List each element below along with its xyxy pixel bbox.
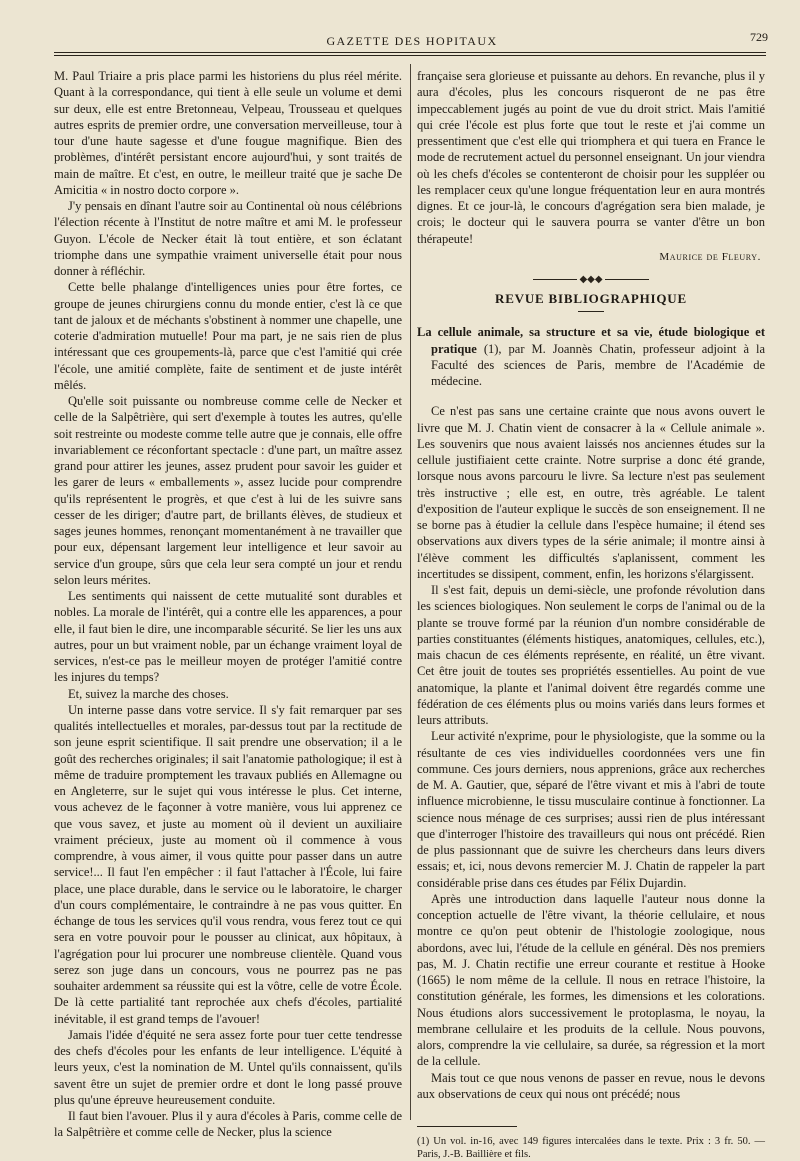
footnote-rule xyxy=(417,1126,517,1127)
paragraph: Leur activité n'exprime, pour le physiologiste, que la somme ou la résultante de ces vies individuelles coordonnées vers une fin commune. Ces jours derniers, nous apprenions, grâce aux recherches de M. A. Gautier, que, séparé de l'être vivant et mis à l'abri de toute influence microbienne, le tissu musculaire continue à fonctionner. La science nous ménage de ces surprises; aussi rien de plus intéressant que d'interroger l'histoire des travailleurs qui nous ont précédé. Rien de plus passionnant que de suivre les chercheurs dans leurs divers essais; et, ici, nous devons remercier M. J. Chatin de rappeler la part considérable prise dans ces études par Félix Dujardin. xyxy=(417,729,765,890)
left-column xyxy=(54,68,402,1141)
paragraph: M. Paul Triaire a pris place parmi les historiens du plus réel mérite. Quant à la correspondance, qui tient à elle seule un volume et demi sur deux, elle est entre Bretonneau, Velpeau, Trousseau et quelques autres esprits de premier ordre, une conversation merveilleuse, tour à tour d'une haute sagesse et d'une fougue magnifique. Bien des problèmes, d'intérêt persistant encore aujourd'hui, y sont traités de main de maître. Et c'est, en outre, le meilleur traité que je sache De Amicitia « in nostro docto corpore ». xyxy=(54,69,402,197)
paragraph: Après une introduction dans laquelle l'auteur nous donne la conception actuelle de l'être vivant, la théorie cellulaire, et nous montre ce qu'on peut obtenir de l'histologie zoologique, nous abordons, avec lui, l'étude de la cellule en général. Dès nos premiers pas, M. J. Chatin rectifie une erreur courante et restitue à Hooke (1665) le nom même de la cellule. Il nous en retrace l'histoire, la constitution générale, les formes, les dimensions et les colorations. Nous étudions alors successivement le protoplasma, le noyau, la membrane cellulaire et les produits de la cellule. Nous pouvons, alors, comprendre la vie cellulaire, sa durée, sa régression et la mort de la cellule. xyxy=(417,891,765,1069)
running-title: GAZETTE DES HOPITAUX xyxy=(326,34,498,48)
book-heading xyxy=(417,324,765,389)
paragraph: Qu'elle soit puissante ou nombreuse comme celle de Necker et celle de la Salpêtrière, qui sert d'exemple à toutes les autres, qu'elle soit restreinte ou modeste comme telle autre que je connais, elle offre invariablement ce réconfortant spectacle : d'une part, un maître assez grand pour attirer les jeunes, assez prudent pour savoir les guider et les garer de leurs « emballements », assez lucide pour comprendre qu'ils représentent le progrès, et que c'est à lui de les suivre sans cesser de les diriger; d'autre part, de brillants élèves, de studieux et sages jeunes hommes, renonçant momentanément à ne travailler que pour eux, dépensant largement leur intelligence et leur savoir au service d'un groupe, sûrs que cela leur sera compté un jour et rendu selon leurs mérites. xyxy=(54,394,402,587)
book-note: (1), par M. Joannès Chatin, professeur adjoint à la Faculté des sciences de Paris, membre de l'Académie de médecine. xyxy=(431,341,766,388)
section-title: REVUE BIBLIOGRAPHIQUE xyxy=(495,291,687,306)
page-number: 729 xyxy=(750,30,768,44)
column-divider xyxy=(410,64,411,1120)
paragraph: Et, suivez la marche des choses. xyxy=(68,686,229,701)
title-rule xyxy=(578,311,604,312)
paragraph: Il s'est fait, depuis un demi-siècle, une profonde révolution dans les sciences biologiques. Non seulement le corps de l'animal ou de la plante se trouve formé par la réunion d'un nombre considérable de parties constituantes (éléments histiques, anatomiques, cellules, etc.), mais chacun de ces éléments représente, en réalité, un être vivant. Cet être jouit de toutes ses propriétés essentielles. Au point de vue anatomique, la plante et l'animal doivent être regardés comme une fédération de ces éléments plus ou moins variés dans leurs formes et leurs attributs. xyxy=(417,583,765,727)
footnote: (1) Un vol. in-16, avec 149 figures intercalées dans le texte. Prix : 3 fr. 50. — Paris, J.-B. Baillière et fils. xyxy=(417,1136,765,1160)
paragraph: Un interne passe dans votre service. Il s'y fait remarquer par ses qualités intellectuelles et morales, par-dessus tout par la rectitude de son jeune esprit scientifique. Il sait prendre une observation; il a le goût des recherches originales; il sait l'anatomie pathologique; il est à même de traduire promptement les travaux publiés en Allemagne ou en Angleterre, sur le sujet qui vous intéresse le plus. Cet interne, vous achevez de le façonner à votre manière, vous lui apprenez ce que vous savez, et juste au moment où il devient un auxiliaire vraiment précieux, juste au moment où il commence à vous comprendre, à vous aimer, il vous quitte pour passer dans un autre service!... Il faut l'en empêcher : il faut l'attacher à l'École, lui faire place, une place durable, dans le service ou le laboratoire, le charger d'un cours complémentaire, le contraindre à ne pas vous quitter. En échange de tous les services qu'il vous rendra, vous ferez tout ce qui sera en votre pouvoir pour le pousser au clinicat, aux hôpitaux, à l'agrégation pour lui procurer une nombreuse clientèle. Quand vous serez son juge dans un concours, vous ne pourrez pas ne pas souhaiter ardemment sa réussite qui est la vôtre, celle de votre École. De là cette partialité tant reprochée aux chefs d'écoles, partialité inévitable, il est grand temps de l'avouer! xyxy=(54,702,402,1026)
paragraph: Mais tout ce que nous venons de passer en revue, nous le devons aux observations de ceux qui nous ont précédé; nous xyxy=(417,1070,765,1101)
right-column xyxy=(417,68,765,1161)
paragraph: Les sentiments qui naissent de cette mutualité sont durables et nobles. La morale de l'intérêt, qui a contre elle les apparences, a pour elle, il faut bien le dire, une incomparable sécurité. Se lier les uns aux autres, pour un but vraiment noble, par un échange vraiment loyal de services, n'est-ce pas le meilleur moyen de protéger l'amitié contre les injures du temps? xyxy=(54,589,402,685)
book-title: La cellule animale, sa structure et sa vie, étude biologique et pratique xyxy=(417,325,765,356)
paragraph: Il faut bien l'avouer. Plus il y aura d'écoles à Paris, comme celle de la Salpêtrière et comme celle de Necker, plus la science xyxy=(54,1109,402,1140)
paragraph: française sera glorieuse et puissante au dehors. En revanche, plus il y aura d'écoles, plus les concours risqueront de ne pas être impeccablement jugés au point de vue du droit strict. Mais l'amitié qui crée l'école est plus forte que tout le reste et j'ai comme un pressentiment que c'est elle qui triomphera et qui tuera en France le mode de recrutement actuel du personnel enseignant. Un jour viendra où les chefs d'écoles se contenteront de choisir pour les suppléer ou les remplacer ceux qu'une longue fréquentation leur en aura montrés dignes. Et ce jour-là, le concours d'agrégation sera bien malade, je crois; le docteur qui le sauvera pourra se vanter d'être un bon thérapeute! xyxy=(417,69,765,246)
author-signature: Maurice de Fleury. xyxy=(659,250,761,263)
section-ornament: ◆◆◆ xyxy=(417,275,765,285)
paragraph: Cette belle phalange d'intelligences unies pour être fortes, ce groupe de jeunes chirurgiens connu du monde entier, c'est là ce que tant de jaloux et de méchants s'obstinent à nommer une chapelle, une coterie d'admiration mutuelle! Pour ma part, je ne sais rien de plus intéressant que ces groupements-là, parce que c'est l'amitié qui crée l'école, une amitié complète, faite de sentiment et de juste intérêt mêlés. xyxy=(54,280,402,392)
paragraph: J'y pensais en dînant l'autre soir au Continental où nous célébrions l'élection récente à l'Institut de notre maître et ami M. le professeur Guyon. L'école de Necker était là tout entière, et son éclatant triomphe dans une sympathie vraiment universelle était pour nous donner à réfléchir. xyxy=(54,199,402,278)
page-header xyxy=(52,24,772,52)
paragraph: Ce n'est pas sans une certaine crainte que nous avons ouvert le livre que M. J. Chatin vient de consacrer à la « Cellule animale ». Les souvenirs que nous avaient laissés nos anciennes études sur la cellule justifiaient cette crainte. Notre surprise a donc été grande, lorsque nous avons parcouru le livre. Sa lecture n'est pas seulement très instructive ; elle est, en outre, très agréable. Le talent d'exposition de l'auteur explique le succès de son enseignement. Il ne se borne pas à étudier la cellule dans l'espèce humaine; il étend ses observations aux divers types de la série animale; il montre ainsi à l'élève comment les difficultés s'aplanissent, comment les incertitudes se dissipent, comment, enfin, les horizons s'élargissent. xyxy=(417,404,765,581)
header-rule-double xyxy=(54,55,766,56)
paragraph: Jamais l'idée d'équité ne sera assez forte pour tuer cette tendresse des chefs d'écoles pour les enfants de leur intelligence. L'équité à leurs yeux, c'est la nomination de M. Untel qu'ils connaissent, qu'ils savent être un sujet de premier ordre et dont le long passé prouve plus qu'une épreuve heureusement conduite. xyxy=(54,1027,402,1107)
header-rule xyxy=(54,52,766,53)
